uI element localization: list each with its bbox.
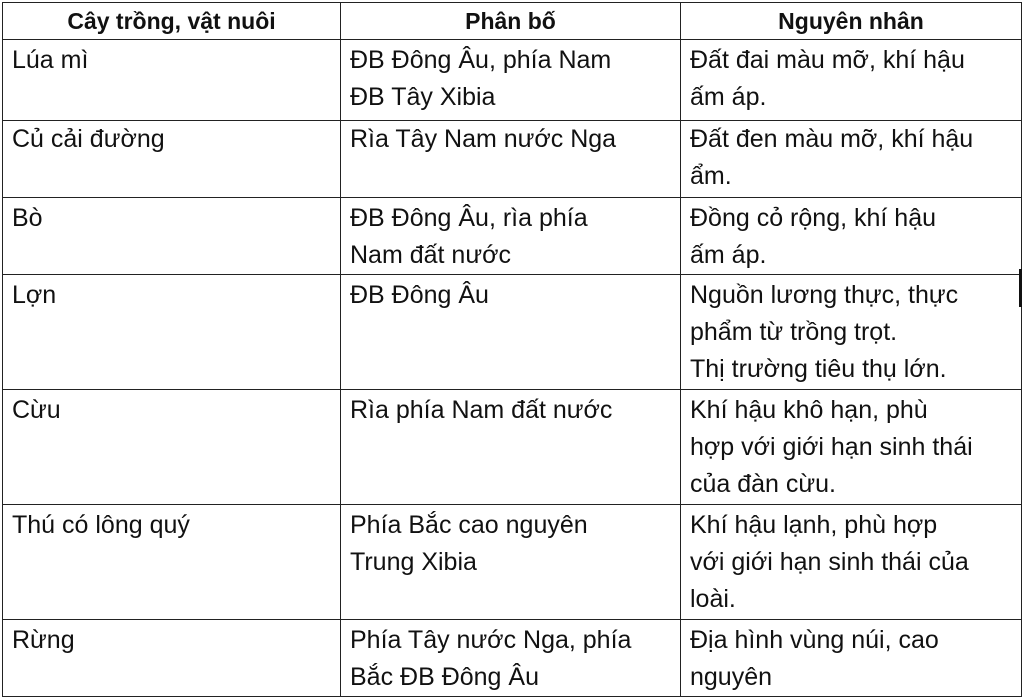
table-header [3,3,1022,40]
cell-crop: Rừng [3,620,341,697]
table-row [3,40,1022,121]
text-cursor [1019,269,1022,307]
cell-crop: Củ cải đường [3,121,341,198]
cell-distribution: ĐB Đông Âu, rìa phía Nam đất nước [341,198,681,275]
cell-reason: Khí hậu lạnh, phù hợp với giới hạn sinh thái của loài. [681,505,1022,620]
cell-reason: Khí hậu khô hạn, phù hợp với giới hạn sinh thái của đàn cừu. [681,390,1022,505]
table-row [3,198,1022,275]
table-row [3,505,1022,620]
cell-distribution: Rìa phía Nam đất nước [341,390,681,505]
header-distribution: Phân bố [341,3,681,40]
cell-crop: Lợn [3,275,341,390]
table-body [3,40,1022,697]
header-row [3,3,1022,40]
cell-distribution: Phía Bắc cao nguyên Trung Xibia [341,505,681,620]
table-row [3,390,1022,505]
cell-reason: Nguồn lương thực, thực phẩm từ trồng trọt. Thị trường tiêu thụ lớn. [681,275,1022,390]
cell-distribution: Rìa Tây Nam nước Nga [341,121,681,198]
cell-reason: Đồng cỏ rộng, khí hậu ấm áp. [681,198,1022,275]
cell-crop: Thú có lông quý [3,505,341,620]
cell-distribution: Phía Tây nước Nga, phía Bắc ĐB Đông Âu [341,620,681,697]
table-row [3,620,1022,697]
cell-distribution: ĐB Đông Âu [341,275,681,390]
cell-distribution: ĐB Đông Âu, phía Nam ĐB Tây Xibia [341,40,681,121]
cell-crop: Cừu [3,390,341,505]
cell-crop: Lúa mì [3,40,341,121]
cell-reason: Đất đai màu mỡ, khí hậu ấm áp. [681,40,1022,121]
header-crop: Cây trồng, vật nuôi [3,3,341,40]
cell-reason: Đất đen màu mỡ, khí hậu ẩm. [681,121,1022,198]
table-row [3,275,1022,390]
agriculture-distribution-table [2,2,1022,697]
cell-reason: Địa hình vùng núi, cao nguyên [681,620,1022,697]
header-reason: Nguyên nhân [681,3,1022,40]
table-row [3,121,1022,198]
cell-crop: Bò [3,198,341,275]
